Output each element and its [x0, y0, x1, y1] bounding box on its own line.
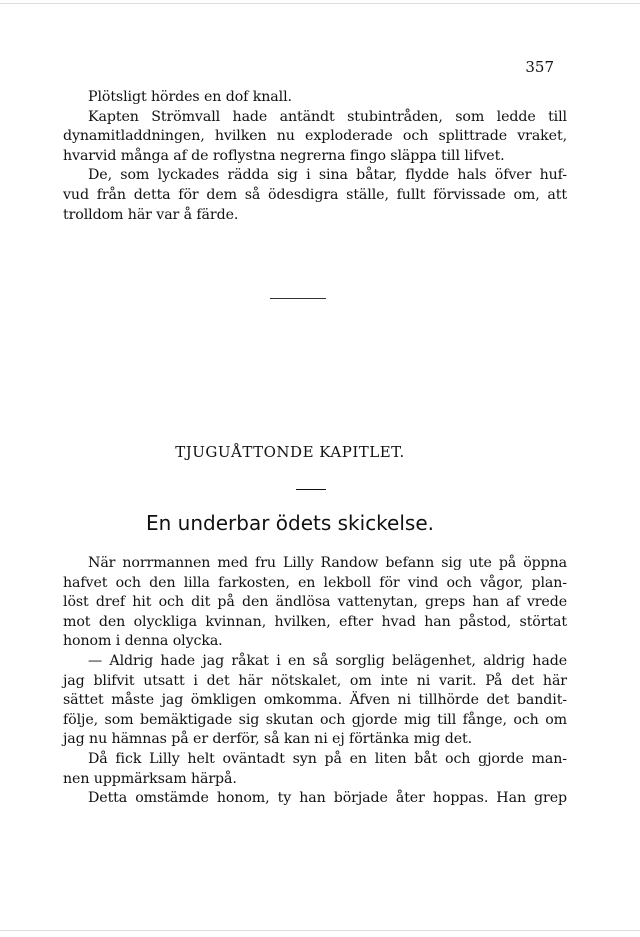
scan-top-edge — [0, 3, 640, 4]
text-line: Då fick Lilly helt oväntadt syn på en liten båt och gjorde man- — [88, 751, 567, 767]
text-line: Kapten Strömvall hade antändt stubintråden, som ledde till — [88, 108, 567, 125]
heading-short-rule — [296, 489, 326, 490]
text-line: nen uppmärksam härpå. — [63, 770, 237, 787]
text-line: följe, som bemäktigade sig skutan och gjorde mig till fånge, och om — [63, 711, 567, 728]
text-line: löst dref hit och dit på den ändlösa vattenytan, greps han af vrede — [63, 594, 567, 611]
text-line: mot den olyckliga kvinnan, hvilken, efter hvad han påstod, störtat — [63, 613, 567, 630]
text-line: vud från detta för dem så ödesdigra ställe, fullt förvissade om, att — [63, 187, 567, 203]
text-line: honom i denna olycka. — [63, 633, 223, 650]
text-line: dynamitladdningen, hvilken nu exploderade och splittrade vraket, — [63, 128, 567, 145]
scan-bottom-edge — [0, 930, 640, 931]
text-line: — Aldrig hade jag råkat i en så sorglig belägenhet, aldrig hade — [88, 653, 567, 669]
text-line: jag blifvit utsatt i det här nötskalet, om inte ni varit. På det här — [63, 672, 567, 689]
text-line: Detta omstämde honom, ty han började åter hoppas. Han grep — [88, 790, 567, 807]
text-line: sättet måste jag ömkligen omkomma. Äfven ni tillhörde det bandit- — [63, 692, 567, 709]
chapter-title: En underbar ödets skickelse. — [146, 511, 434, 535]
text-line: hvarvid många af de roflystna negrerna fingo släppa till lifvet. — [63, 147, 505, 164]
text-line: Plötsligt hördes en dof knall. — [88, 89, 292, 105]
section-divider-rule — [270, 298, 326, 299]
text-line: jag nu hämnas på er derför, så kan ni ej förtänka mig det. — [63, 731, 473, 748]
text-line: trolldom här var å färde. — [63, 206, 239, 223]
text-line: De, som lyckades rädda sig i sina båtar, flydde hals öfver huf- — [88, 167, 567, 184]
text-line: hafvet och den lilla farkosten, en lekboll för vind och vågor, plan- — [63, 574, 567, 591]
page-number: 357 — [525, 58, 554, 76]
text-line: När norrmannen med fru Lilly Randow befann sig ute på öppna — [88, 555, 567, 571]
chapter-heading: TJUGUÅTTONDE KAPITLET. — [175, 443, 405, 461]
